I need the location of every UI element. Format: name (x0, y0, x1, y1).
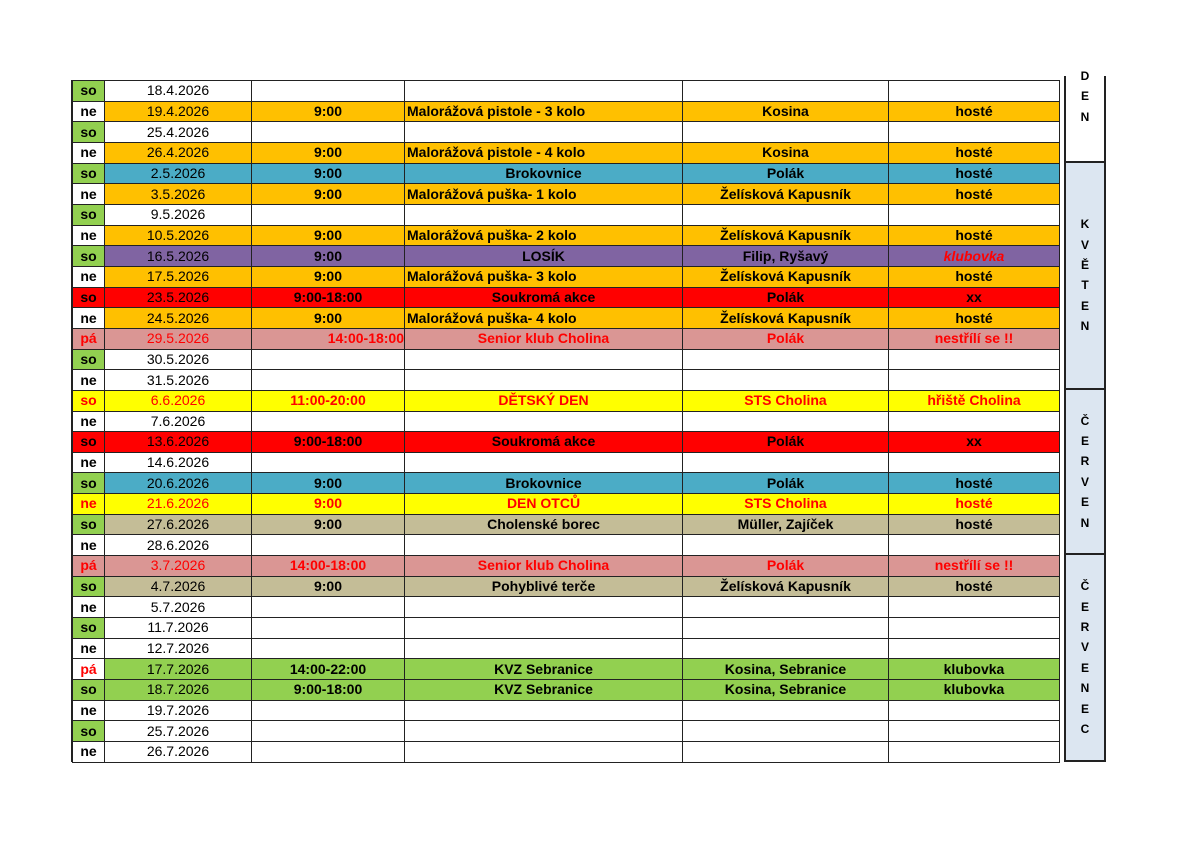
organizer-cell: Polák (683, 432, 889, 453)
date-cell: 9.5.2026 (105, 204, 252, 225)
note-cell: xx (889, 287, 1060, 308)
time-cell: 9:00 (252, 514, 405, 535)
organizer-cell (683, 721, 889, 742)
day-cell: ne (73, 370, 105, 391)
table-row (73, 266, 1060, 287)
table-row (73, 308, 1060, 329)
table-row (73, 680, 1060, 701)
day-cell: ne (73, 142, 105, 163)
table-row (73, 494, 1060, 515)
date-cell: 11.7.2026 (105, 618, 252, 639)
table-row (73, 204, 1060, 225)
month-letter: E (1080, 495, 1089, 510)
note-cell: hosté (889, 225, 1060, 246)
note-cell: hosté (889, 266, 1060, 287)
month-letter: Ě (1080, 257, 1089, 272)
time-cell (252, 721, 405, 742)
date-cell: 20.6.2026 (105, 473, 252, 494)
event-cell (405, 411, 683, 432)
day-cell: pá (73, 659, 105, 680)
time-cell: 9:00-18:00 (252, 680, 405, 701)
date-cell: 21.6.2026 (105, 494, 252, 515)
table-row (73, 452, 1060, 473)
date-cell: 5.7.2026 (105, 597, 252, 618)
month-letter: E (1080, 660, 1089, 675)
table-row (73, 700, 1060, 721)
event-cell (405, 597, 683, 618)
event-cell (405, 535, 683, 556)
day-cell: ne (73, 101, 105, 122)
day-cell: pá (73, 328, 105, 349)
note-cell (889, 204, 1060, 225)
date-cell: 18.7.2026 (105, 680, 252, 701)
table-row (73, 638, 1060, 659)
organizer-cell (683, 349, 889, 370)
table-row (73, 556, 1060, 577)
month-letter: K (1080, 217, 1090, 232)
organizer-cell (683, 370, 889, 391)
event-cell (405, 638, 683, 659)
month-label (1064, 390, 1106, 555)
table-row (73, 225, 1060, 246)
time-cell: 9:00 (252, 576, 405, 597)
event-cell: KVZ Sebranice (405, 680, 683, 701)
date-cell: 29.5.2026 (105, 328, 252, 349)
note-cell (889, 411, 1060, 432)
note-cell: hosté (889, 576, 1060, 597)
date-cell: 30.5.2026 (105, 349, 252, 370)
table-row (73, 184, 1060, 205)
organizer-cell: Kosina, Sebranice (683, 680, 889, 701)
day-cell: so (73, 680, 105, 701)
month-label (1064, 555, 1106, 762)
table-row (73, 328, 1060, 349)
table-row (73, 163, 1060, 184)
event-cell: Senior klub Cholina (405, 328, 683, 349)
event-cell: Brokovnice (405, 473, 683, 494)
event-cell: Malorážová puška- 3 kolo (405, 266, 683, 287)
note-cell: hosté (889, 514, 1060, 535)
event-cell (405, 700, 683, 721)
table-row (73, 597, 1060, 618)
organizer-cell: Želísková Kapusník (683, 308, 889, 329)
time-cell: 14:00-18:00 (252, 556, 405, 577)
date-cell: 12.7.2026 (105, 638, 252, 659)
note-cell (889, 349, 1060, 370)
table-row (73, 122, 1060, 143)
event-cell: Pohyblivé terče (405, 576, 683, 597)
date-cell: 18.4.2026 (105, 81, 252, 102)
date-cell: 3.5.2026 (105, 184, 252, 205)
table-row (73, 411, 1060, 432)
time-cell: 9:00 (252, 308, 405, 329)
table-row (73, 576, 1060, 597)
date-cell: 26.7.2026 (105, 742, 252, 763)
time-cell: 9:00 (252, 163, 405, 184)
month-letter: E (1080, 298, 1089, 313)
time-cell (252, 122, 405, 143)
event-cell: LOSÍK (405, 246, 683, 267)
month-letter: N (1080, 681, 1090, 696)
day-cell: ne (73, 452, 105, 473)
day-cell: so (73, 349, 105, 370)
table-row (73, 246, 1060, 267)
event-cell (405, 721, 683, 742)
note-cell (889, 721, 1060, 742)
note-cell (889, 370, 1060, 391)
time-cell (252, 535, 405, 556)
date-cell: 4.7.2026 (105, 576, 252, 597)
time-cell (252, 370, 405, 391)
date-cell: 25.7.2026 (105, 721, 252, 742)
time-cell (252, 618, 405, 639)
event-cell: Cholenské borec (405, 514, 683, 535)
month-letter: E (1080, 433, 1089, 448)
note-cell: hosté (889, 142, 1060, 163)
time-cell: 14:00-18:00 (252, 328, 405, 349)
table-row (73, 473, 1060, 494)
table-row (73, 81, 1060, 102)
month-letter: V (1080, 474, 1089, 489)
day-cell: so (73, 721, 105, 742)
note-cell (889, 122, 1060, 143)
organizer-cell: Kosina, Sebranice (683, 659, 889, 680)
time-cell: 9:00-18:00 (252, 287, 405, 308)
table-row (73, 287, 1060, 308)
time-cell (252, 638, 405, 659)
month-letter: T (1081, 278, 1089, 293)
organizer-cell (683, 700, 889, 721)
time-cell: 9:00 (252, 473, 405, 494)
table-row (73, 742, 1060, 763)
event-cell: Malorážová pistole - 4 kolo (405, 142, 683, 163)
time-cell: 9:00-18:00 (252, 432, 405, 453)
day-cell: so (73, 122, 105, 143)
table-row (73, 535, 1060, 556)
organizer-cell (683, 597, 889, 618)
organizer-cell (683, 204, 889, 225)
date-cell: 10.5.2026 (105, 225, 252, 246)
date-cell: 3.7.2026 (105, 556, 252, 577)
month-letter: D (1080, 69, 1090, 83)
organizer-cell: Filip, Ryšavý (683, 246, 889, 267)
date-cell: 19.7.2026 (105, 700, 252, 721)
event-cell (405, 204, 683, 225)
event-cell: DĚTSKÝ DEN (405, 390, 683, 411)
day-cell: so (73, 246, 105, 267)
organizer-cell: Želísková Kapusník (683, 266, 889, 287)
table-row (73, 142, 1060, 163)
day-cell: ne (73, 535, 105, 556)
time-cell: 9:00 (252, 142, 405, 163)
organizer-cell (683, 618, 889, 639)
time-cell (252, 452, 405, 473)
note-cell (889, 597, 1060, 618)
event-cell (405, 349, 683, 370)
organizer-cell: Polák (683, 163, 889, 184)
month-letter: N (1080, 319, 1090, 334)
date-cell: 19.4.2026 (105, 101, 252, 122)
date-cell: 17.7.2026 (105, 659, 252, 680)
table-row (73, 432, 1060, 453)
organizer-cell (683, 742, 889, 763)
day-cell: pá (73, 556, 105, 577)
time-cell (252, 204, 405, 225)
time-cell: 9:00 (252, 494, 405, 515)
time-cell: 9:00 (252, 246, 405, 267)
note-cell (889, 638, 1060, 659)
organizer-cell: Polák (683, 287, 889, 308)
event-cell: Malorážová puška- 2 kolo (405, 225, 683, 246)
organizer-cell: Müller, Zajíček (683, 514, 889, 535)
date-cell: 7.6.2026 (105, 411, 252, 432)
date-cell: 14.6.2026 (105, 452, 252, 473)
day-cell: so (73, 432, 105, 453)
event-cell: Malorážová pistole - 3 kolo (405, 101, 683, 122)
date-cell: 23.5.2026 (105, 287, 252, 308)
event-cell: Soukromá akce (405, 432, 683, 453)
event-cell: Senior klub Cholina (405, 556, 683, 577)
note-cell (889, 742, 1060, 763)
date-cell: 28.6.2026 (105, 535, 252, 556)
month-letter: N (1080, 109, 1090, 124)
month-letter: V (1080, 237, 1089, 252)
organizer-cell: Polák (683, 328, 889, 349)
note-cell: hosté (889, 473, 1060, 494)
date-cell: 24.5.2026 (105, 308, 252, 329)
date-cell: 25.4.2026 (105, 122, 252, 143)
note-cell: klubovka (889, 680, 1060, 701)
event-cell (405, 618, 683, 639)
day-cell: ne (73, 308, 105, 329)
organizer-cell (683, 81, 889, 102)
event-cell: DEN OTCŮ (405, 494, 683, 515)
note-cell: hosté (889, 494, 1060, 515)
day-cell: ne (73, 225, 105, 246)
month-letter: E (1080, 89, 1089, 104)
day-cell: so (73, 204, 105, 225)
date-cell: 16.5.2026 (105, 246, 252, 267)
month-letter: V (1080, 640, 1089, 655)
note-cell (889, 452, 1060, 473)
date-cell: 17.5.2026 (105, 266, 252, 287)
time-cell: 11:00-20:00 (252, 390, 405, 411)
note-cell: nestřílí se !! (889, 556, 1060, 577)
table-row (73, 721, 1060, 742)
organizer-cell: STS Cholina (683, 390, 889, 411)
month-letter: R (1080, 619, 1090, 634)
note-cell: hosté (889, 184, 1060, 205)
day-cell: ne (73, 597, 105, 618)
organizer-cell (683, 638, 889, 659)
table-row (73, 618, 1060, 639)
time-cell (252, 81, 405, 102)
time-cell (252, 597, 405, 618)
time-cell (252, 411, 405, 432)
month-letter: C (1080, 721, 1090, 736)
month-label (1064, 163, 1106, 390)
table-row (73, 659, 1060, 680)
month-letter: Č (1080, 413, 1090, 428)
note-cell: klubovka (889, 659, 1060, 680)
event-cell: KVZ Sebranice (405, 659, 683, 680)
time-cell: 9:00 (252, 225, 405, 246)
date-cell: 6.6.2026 (105, 390, 252, 411)
time-cell: 14:00-22:00 (252, 659, 405, 680)
month-letter: E (1080, 599, 1089, 614)
month-letter: E (1080, 701, 1089, 716)
date-cell: 26.4.2026 (105, 142, 252, 163)
month-letter: N (1080, 515, 1090, 530)
schedule-table (72, 80, 1060, 763)
event-cell: Malorážová puška- 4 kolo (405, 308, 683, 329)
day-cell: ne (73, 411, 105, 432)
table-row (73, 370, 1060, 391)
day-cell: ne (73, 700, 105, 721)
table-row (73, 390, 1060, 411)
time-cell (252, 742, 405, 763)
event-cell (405, 742, 683, 763)
time-cell (252, 349, 405, 370)
day-cell: ne (73, 266, 105, 287)
table-row (73, 514, 1060, 535)
day-cell: so (73, 514, 105, 535)
date-cell: 2.5.2026 (105, 163, 252, 184)
day-cell: so (73, 390, 105, 411)
organizer-cell (683, 452, 889, 473)
note-cell: hřiště Cholina (889, 390, 1060, 411)
organizer-cell (683, 122, 889, 143)
day-cell: ne (73, 742, 105, 763)
event-cell (405, 81, 683, 102)
event-cell (405, 122, 683, 143)
table-row (73, 349, 1060, 370)
organizer-cell: Polák (683, 473, 889, 494)
event-cell: Brokovnice (405, 163, 683, 184)
organizer-cell: Kosina (683, 142, 889, 163)
note-cell: klubovka (889, 246, 1060, 267)
organizer-cell: STS Cholina (683, 494, 889, 515)
organizer-cell (683, 535, 889, 556)
day-cell: ne (73, 184, 105, 205)
date-cell: 31.5.2026 (105, 370, 252, 391)
event-cell (405, 370, 683, 391)
date-cell: 27.6.2026 (105, 514, 252, 535)
month-label (1064, 69, 1106, 163)
note-cell (889, 618, 1060, 639)
organizer-cell: Polák (683, 556, 889, 577)
organizer-cell: Želísková Kapusník (683, 225, 889, 246)
day-cell: so (73, 163, 105, 184)
note-cell (889, 535, 1060, 556)
note-cell (889, 700, 1060, 721)
organizer-cell: Želísková Kapusník (683, 184, 889, 205)
table-row (73, 101, 1060, 122)
day-cell: so (73, 576, 105, 597)
month-letter: Č (1080, 579, 1090, 594)
note-cell: nestřílí se !! (889, 328, 1060, 349)
organizer-cell: Kosina (683, 101, 889, 122)
note-cell: xx (889, 432, 1060, 453)
day-cell: ne (73, 638, 105, 659)
note-cell (889, 81, 1060, 102)
note-cell: hosté (889, 101, 1060, 122)
note-cell: hosté (889, 163, 1060, 184)
time-cell: 9:00 (252, 266, 405, 287)
day-cell: so (73, 618, 105, 639)
day-cell: so (73, 473, 105, 494)
time-cell (252, 700, 405, 721)
date-cell: 13.6.2026 (105, 432, 252, 453)
time-cell: 9:00 (252, 184, 405, 205)
day-cell: ne (73, 494, 105, 515)
event-cell (405, 452, 683, 473)
organizer-cell: Želísková Kapusník (683, 576, 889, 597)
month-letter: R (1080, 454, 1090, 469)
day-cell: so (73, 81, 105, 102)
note-cell: hosté (889, 308, 1060, 329)
organizer-cell (683, 411, 889, 432)
event-cell: Malorážová puška- 1 kolo (405, 184, 683, 205)
day-cell: so (73, 287, 105, 308)
event-cell: Soukromá akce (405, 287, 683, 308)
time-cell: 9:00 (252, 101, 405, 122)
